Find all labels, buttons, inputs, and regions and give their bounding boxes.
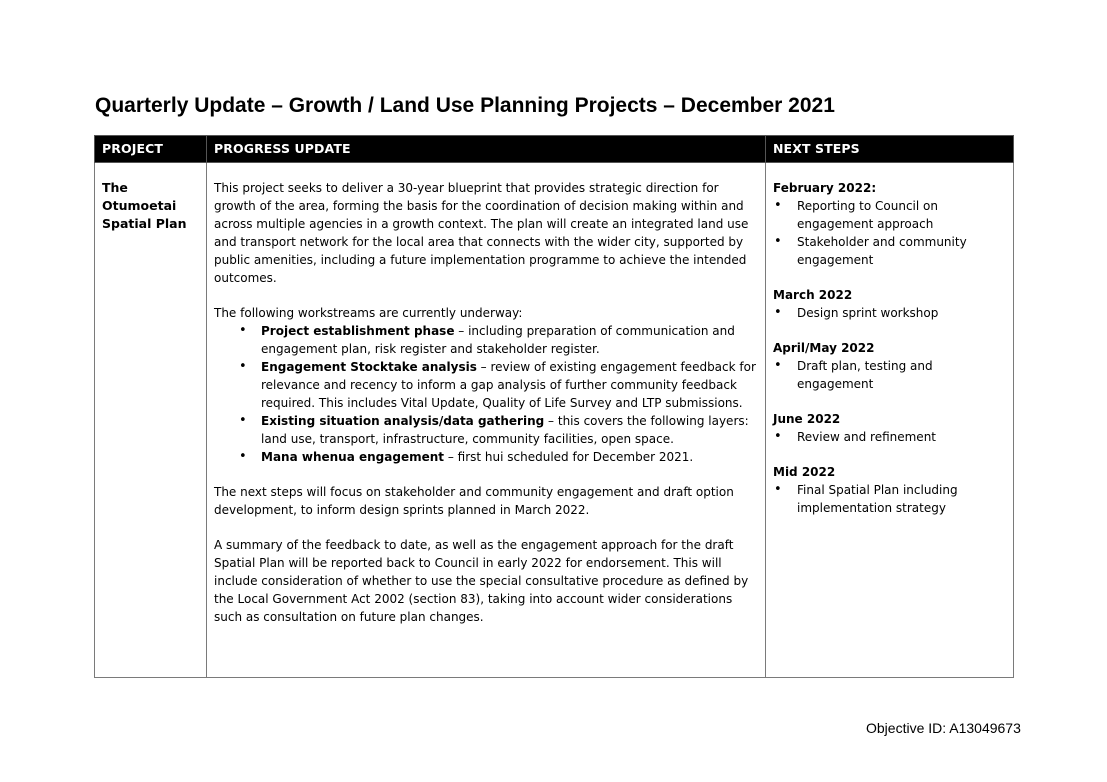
- table-row: [95, 163, 1014, 678]
- project-name: The Otumoetai Spatial Plan: [102, 180, 187, 231]
- workstream-lead: Mana whenua engagement: [261, 450, 445, 464]
- next-step-heading: Mid 2022: [773, 465, 836, 479]
- next-step-group: [773, 179, 1006, 269]
- list-item: • Stakeholder and community engagement: [797, 233, 1006, 269]
- progress-intro: This project seeks to deliver a 30-year blueprint that provides strategic direction for growth of the area, forming the basis for the coordination of decision making within and across multiple agencies in a growth context. The plan will create an integrated land use and transport network for the local area that connects with the wider city, supported by public amenities, including a future implementation programme to achieve the intended outcomes.: [214, 181, 749, 285]
- table-header-row: [95, 136, 1014, 163]
- header-project: PROJECT: [95, 136, 207, 163]
- project-table: [94, 135, 1014, 678]
- list-item: [261, 412, 758, 448]
- workstream-lead: Existing situation analysis/data gathering: [261, 414, 545, 428]
- summary-paragraph: A summary of the feedback to date, as well as the engagement approach for the draft Spatial Plan will be reported back to Council in early 2022 for endorsement. This will include consideration of whether to use the special consultative procedure as defined by the Local Government Act 2002 (section 83), taking into account wider considerations such as consultation on future plan changes.: [214, 538, 749, 624]
- workstream-lead: Project establishment phase: [261, 324, 455, 338]
- header-progress-update: PROGRESS UPDATE: [207, 136, 766, 163]
- list-item: • Design sprint workshop: [797, 304, 1006, 322]
- list-item: [261, 448, 758, 466]
- next-focus-paragraph: The next steps will focus on stakeholder and community engagement and draft option development, to inform design sprints planned in March 2022.: [214, 485, 734, 517]
- next-step-list: [773, 197, 1006, 269]
- next-step-heading: June 2022: [773, 412, 841, 426]
- list-item: [261, 358, 758, 412]
- workstream-lead: Engagement Stocktake analysis: [261, 360, 477, 374]
- next-step-group: [773, 286, 1006, 322]
- objective-id: Objective ID: A13049673: [866, 720, 1021, 736]
- next-step-heading: February 2022:: [773, 181, 877, 195]
- workstreams-intro: The following workstreams are currently underway:: [214, 306, 523, 320]
- workstream-text: – including preparation of communication and engagement plan, risk register and stakeholder register.: [261, 324, 735, 356]
- workstreams-list: [214, 322, 758, 466]
- workstream-text: – review of existing engagement feedback for relevance and recency to inform a gap analysis of further community feedback required. This includes Vital Update, Quality of Life Survey and LTP submissions.: [261, 360, 756, 410]
- workstream-text: – first hui scheduled for December 2021.: [444, 450, 694, 464]
- next-step-list: [773, 428, 1006, 446]
- progress-cell: [207, 163, 766, 678]
- next-step-list: [773, 304, 1006, 322]
- header-next-steps: NEXT STEPS: [766, 136, 1014, 163]
- list-item: • Draft plan, testing and engagement: [797, 357, 1006, 393]
- next-step-group: [773, 410, 1006, 446]
- next-step-list: [773, 481, 1006, 517]
- project-cell: [95, 163, 207, 678]
- list-item: • Reporting to Council on engagement approach: [797, 197, 1006, 233]
- next-step-group: [773, 463, 1006, 517]
- next-step-list: [773, 357, 1006, 393]
- next-step-heading: March 2022: [773, 288, 853, 302]
- list-item: • Review and refinement: [797, 428, 1006, 446]
- list-item: [261, 322, 758, 358]
- workstream-text: – this covers the following layers: land use, transport, infrastructure, community facilities, open space.: [261, 414, 749, 446]
- next-steps-cell: [766, 163, 1014, 678]
- document-title: Quarterly Update – Growth / Land Use Planning Projects – December 2021: [95, 94, 835, 117]
- next-step-heading: April/May 2022: [773, 341, 875, 355]
- next-step-group: [773, 339, 1006, 393]
- list-item: • Final Spatial Plan including implementation strategy: [797, 481, 1006, 517]
